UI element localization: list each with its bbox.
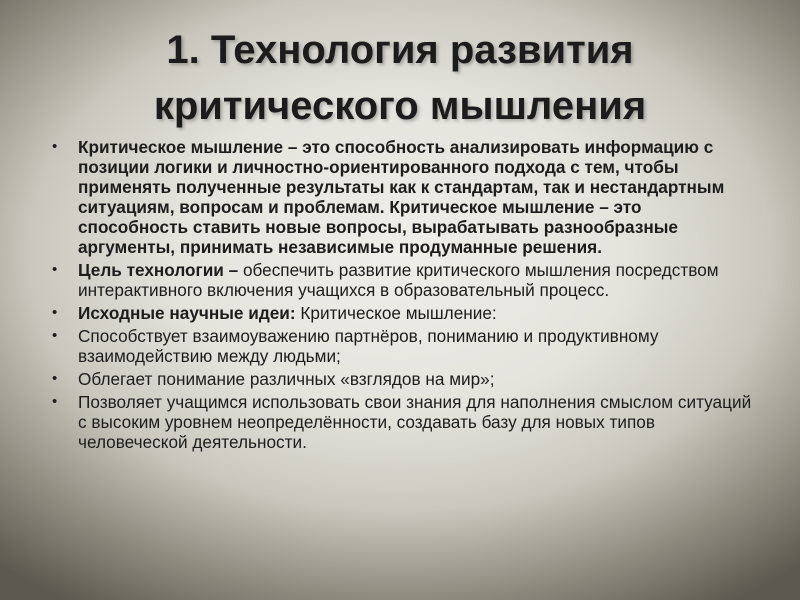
bullet-dot-icon: • <box>52 138 58 155</box>
slide-title-line-1: 1. Технология развития <box>166 28 634 72</box>
bullet-item-respect <box>52 326 752 366</box>
ideas-lead: Исходные научные идеи: <box>78 303 296 323</box>
goal-text: обеспечить развитие критического мышления посредством интерактивного включения учащихся в образовательный процесс. <box>78 260 719 300</box>
goal-lead: Цель технологии – <box>78 260 239 280</box>
ideas-text: Критическое мышление: <box>295 303 497 323</box>
bullet-dot-icon: • <box>52 304 58 321</box>
bullet-dot-icon: • <box>52 327 58 344</box>
slide-title <box>40 22 760 134</box>
bullet-item-worldviews <box>52 369 752 389</box>
bullet-dot-icon: • <box>52 370 58 387</box>
worldviews-text: Облегает понимание различных «взглядов на мир»; <box>78 369 495 389</box>
bullet-item-goal <box>52 260 752 300</box>
bullet-list <box>52 137 752 455</box>
slide-title-line-2: критического мышления <box>153 84 647 128</box>
bullet-dot-icon: • <box>52 261 58 278</box>
respect-text: Способствует взаимоуважению партнёров, пониманию и продуктивному взаимодействию между людьми; <box>78 326 659 366</box>
definition-text: Критическое мышление – это способность анализировать информацию с позиции логики и личностно-ориентированного подхода с тем, чтобы применять полученные результаты как к стандартам, так и нестандартным ситуациям, вопросам и проблемам. Критическое мышление – это способность ставить новые вопросы, вырабатывать разнообразные аргументы, принимать независимые продуманные решения. <box>78 137 725 257</box>
bullet-item-definition <box>52 137 752 257</box>
bullet-dot-icon: • <box>52 393 58 410</box>
bullet-item-knowledge <box>52 392 752 452</box>
bullet-item-ideas <box>52 303 752 323</box>
knowledge-text: Позволяет учащимся использовать свои знания для наполнения смыслом ситуаций с высоким уровнем неопределённости, создавать базу для новых типов человеческой деятельности. <box>78 392 752 452</box>
